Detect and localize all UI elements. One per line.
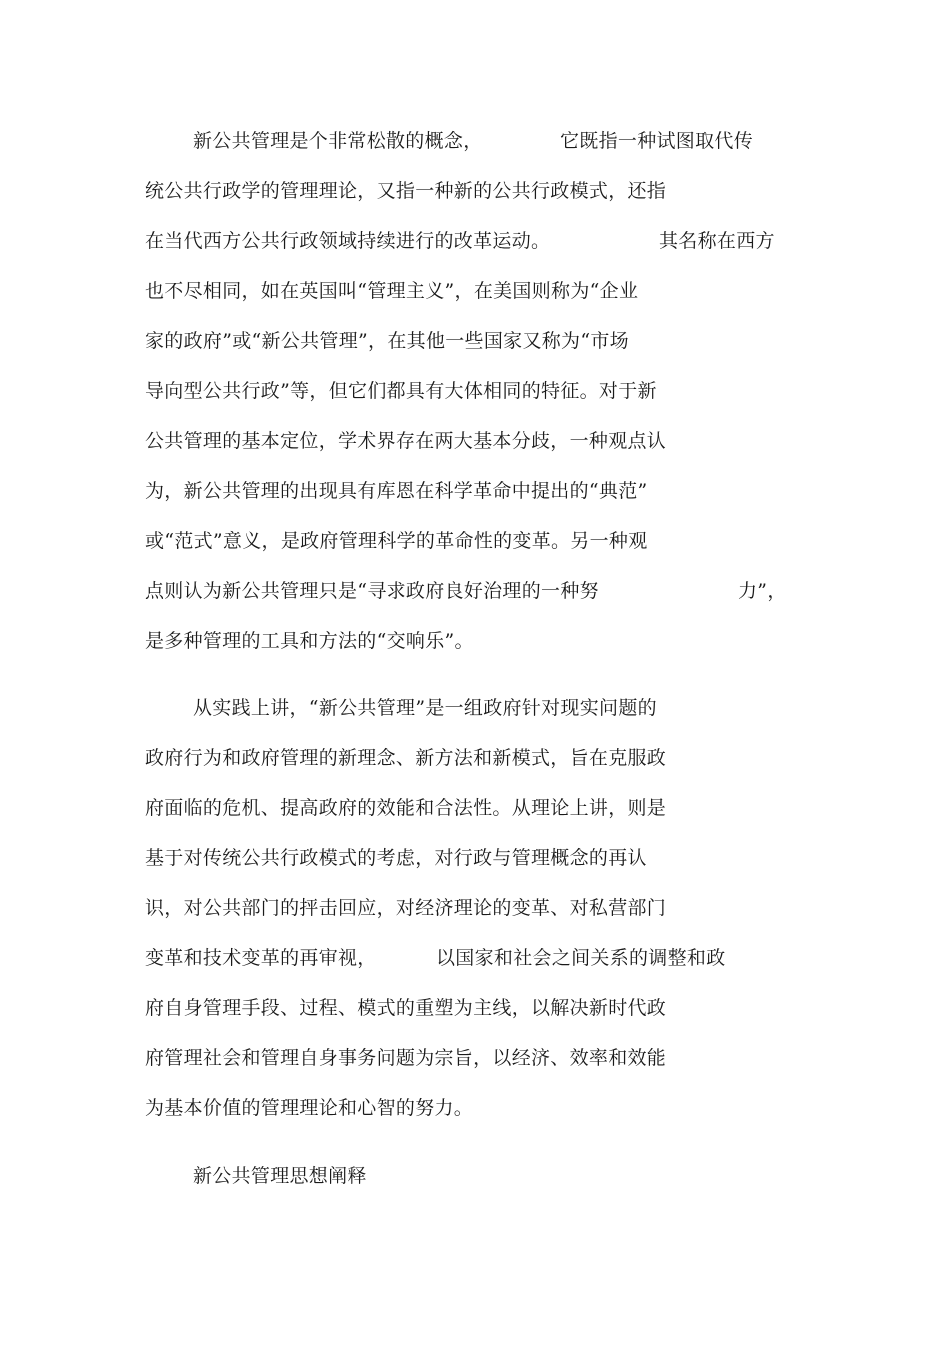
- paragraph-1-line-7: 公共管理的基本定位，学术界存在两大基本分歧，一种观点认: [145, 430, 667, 452]
- paragraph-2-line-5: 识，对公共部门的抨击回应，对经济理论的变革、对私营部门: [145, 897, 667, 919]
- paragraph-1-line-6: 导向型公共行政”等，但它们都具有大体相同的特征。对于新: [145, 380, 657, 402]
- paragraph-1-line-3a: 在当代西方公共行政领域持续进行的改革运动。: [145, 230, 551, 252]
- paragraph-2-line-6a: 变革和技术变革的再审视，: [145, 947, 377, 969]
- paragraph-1-line-1b: 它既指一种试图取代传: [560, 130, 754, 152]
- paragraph-1-line-2: 统公共行政学的管理理论，又指一种新的公共行政模式，还指: [145, 180, 667, 202]
- paragraph-1-line-9: 或“范式”意义，是政府管理科学的革命性的变革。另一种观: [145, 530, 648, 552]
- paragraph-2-line-6b: 以国家和社会之间关系的调整和政: [436, 947, 726, 969]
- paragraph-1-line-3b: 其名称在西方: [659, 230, 775, 252]
- paragraph-1-line-1a: 新公共管理是个非常松散的概念，: [193, 130, 483, 152]
- paragraph-2-line-2: 政府行为和政府管理的新理念、新方法和新模式，旨在克服政: [145, 747, 667, 769]
- paragraph-1-line-10b: 力”，: [738, 580, 787, 602]
- paragraph-2-line-1: 从实践上讲，“新公共管理”是一组政府针对现实问题的: [193, 697, 657, 719]
- paragraph-1-line-10a: 点则认为新公共管理只是“寻求政府良好治理的一种努: [145, 580, 599, 602]
- section-heading: 新公共管理思想阐释: [193, 1165, 367, 1187]
- paragraph-2-line-3: 府面临的危机、提高政府的效能和合法性。从理论上讲，则是: [145, 797, 667, 819]
- paragraph-1-line-11: 是多种管理的工具和方法的“交响乐”。: [145, 630, 474, 652]
- paragraph-1-line-5: 家的政府”或“新公共管理”，在其他一些国家又称为“市场: [145, 330, 629, 352]
- paragraph-2-line-7: 府自身管理手段、过程、模式的重塑为主线，以解决新时代政: [145, 997, 667, 1019]
- paragraph-2-line-9: 为基本价值的管理理论和心智的努力。: [145, 1097, 474, 1119]
- paragraph-1-line-8: 为，新公共管理的出现具有库恩在科学革命中提出的“典范”: [145, 480, 648, 502]
- paragraph-2-line-4: 基于对传统公共行政模式的考虑，对行政与管理概念的再认: [145, 847, 647, 869]
- paragraph-1-line-4: 也不尽相同，如在英国叫“管理主义”，在美国则称为“企业: [145, 280, 639, 302]
- paragraph-2-line-8: 府管理社会和管理自身事务问题为宗旨，以经济、效率和效能: [145, 1047, 667, 1069]
